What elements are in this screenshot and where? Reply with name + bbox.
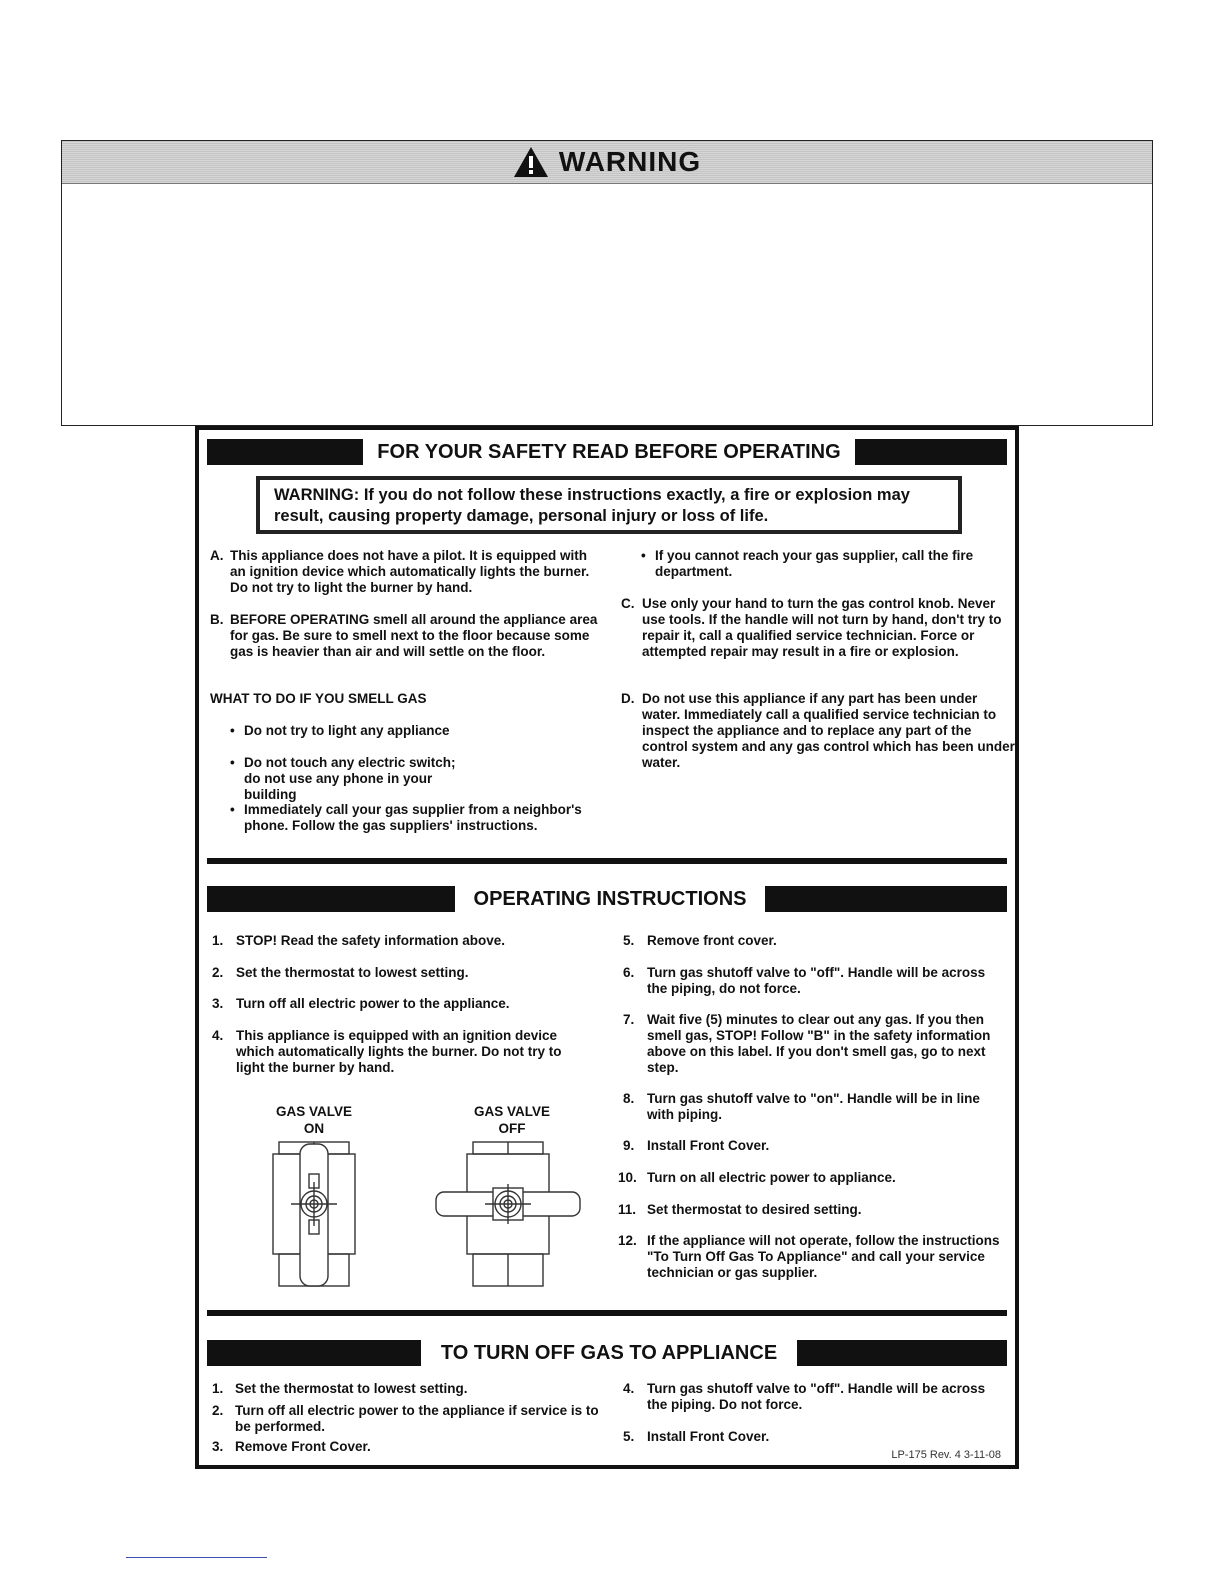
operating-heading-bar — [207, 886, 1007, 912]
gas-valve-off-diagram — [433, 1140, 583, 1290]
warning-box — [61, 140, 1153, 426]
smell-bullet-2: • Do not touch any electric switch; do not use any phone in your building — [230, 755, 456, 802]
smell-bullet-1: • Do not try to light any appliance — [230, 723, 450, 738]
op-step-2: 2. Set the thermostat to lowest setting. — [212, 965, 469, 980]
safety-item-d: D. Do not use this appliance if any part has been under water. Immediately call a qualified service technician to inspect the appliance and to replace any part of the control system and any gas control which has been under water. — [621, 691, 1015, 770]
smell-bullet-3: • Immediately call your gas supplier from a neighbor's phone. Follow the gas suppliers' instructions. — [230, 802, 582, 833]
section-divider-2 — [207, 1310, 1007, 1316]
op-step-1: 1. STOP! Read the safety information above. — [212, 933, 506, 948]
op-step-3: 3. Turn off all electric power to the appliance. — [212, 996, 510, 1011]
off-step-3: 3. Remove Front Cover. — [212, 1439, 371, 1454]
smell-gas-heading: WHAT TO DO IF YOU SMELL GAS — [210, 691, 427, 706]
off-step-1: 1. Set the thermostat to lowest setting. — [212, 1381, 468, 1396]
operating-heading: OPERATING INSTRUCTIONS — [473, 888, 747, 910]
safety-item-b: B. BEFORE OPERATING smell all around the appliance area for gas. Be sure to smell next to the floor because some gas is heavier than air and will settle on the floor. — [210, 612, 598, 659]
turn-off-heading: TO TURN OFF GAS TO APPLIANCE — [440, 1342, 778, 1364]
warning-title: WARNING — [558, 146, 702, 177]
op-step-12: 12. If the appliance will not operate, follow the instructions "To Turn Off Gas To Appliance" and call your service technician or gas supplier. — [618, 1233, 1000, 1280]
footnote-rule — [126, 1557, 267, 1558]
op-step-10: 10. Turn on all electric power to appliance. — [618, 1170, 896, 1185]
op-step-7: 7. Wait five (5) minutes to clear out any gas. If you then smell gas, STOP! Follow "B" in the safety information above on this label. If you don't smell gas, go to next step. — [623, 1012, 991, 1075]
safety-heading: FOR YOUR SAFETY READ BEFORE OPERATING — [377, 441, 841, 463]
op-step-4: 4. This appliance is equipped with an ignition device which automatically lights the burner. Do not try to light the burner by hand. — [212, 1028, 562, 1075]
safety-item-a: A. This appliance does not have a pilot. It is equipped with an ignition device which automatically lights the burner. Do not try to light the burner by hand. — [210, 548, 590, 595]
gas-valve-on-diagram — [269, 1140, 359, 1290]
op-step-9: 9. Install Front Cover. — [623, 1138, 770, 1153]
off-step-2: 2. Turn off all electric power to the appliance if service is to be performed. — [212, 1403, 599, 1434]
valve-on-label: GAS VALVE ON — [275, 1104, 352, 1136]
warning-header — [62, 141, 1152, 184]
op-step-8: 8. Turn gas shutoff valve to "on". Handle will be in line with piping. — [623, 1091, 980, 1122]
smell-bullet-4: • If you cannot reach your gas supplier, call the fire department. — [641, 548, 974, 579]
warning-triangle-icon — [513, 146, 549, 178]
op-step-11: 11. Set thermostat to desired setting. — [618, 1202, 862, 1217]
safety-label — [195, 426, 1019, 1469]
op-step-6: 6. Turn gas shutoff valve to "off". Handle will be across the piping, do not force. — [623, 965, 986, 996]
section-divider — [207, 858, 1007, 864]
turn-off-heading-bar — [207, 1340, 1007, 1366]
revision-number: LP-175 Rev. 4 3-11-08 — [891, 1449, 1001, 1461]
safety-heading-bar — [207, 439, 1007, 465]
safety-item-c: C. Use only your hand to turn the gas control knob. Never use tools. If the handle will not turn by hand, don't try to repair it, call a qualified service technician. Force or attempted repair may result in a fire or explosion. — [621, 596, 1002, 659]
op-step-5: 5. Remove front cover. — [623, 933, 777, 948]
off-step-5: 5. Install Front Cover. — [623, 1429, 770, 1444]
off-step-4: 4. Turn gas shutoff valve to "off". Handle will be across the piping. Do not force. — [623, 1381, 986, 1412]
inner-warning-box: WARNING: If you do not follow these instructions exactly, a fire or explosion may result, causing property damage, personal injury or loss of life. — [256, 476, 962, 534]
valve-off-label: GAS VALVE OFF — [473, 1104, 550, 1136]
